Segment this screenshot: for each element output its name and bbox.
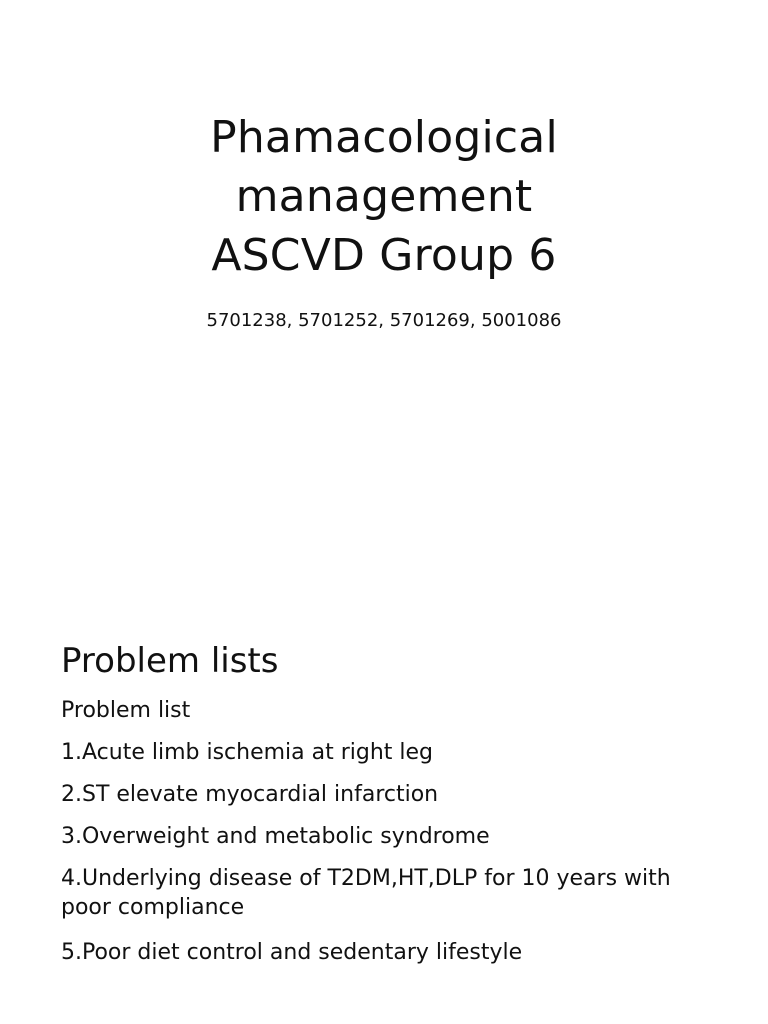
problem-item-5: 5.Poor diet control and sedentary lifestyle: [61, 940, 523, 965]
problem-item-2: 2.ST elevate myocardial infarction: [61, 782, 439, 807]
problem-list-label: Problem list: [61, 698, 191, 723]
problem-list: [61, 696, 721, 980]
problem-item-4: 4.Underlying disease of T2DM,HT,DLP for 10 years with poor compliance: [61, 866, 671, 920]
title-line-2: management: [235, 171, 533, 222]
student-ids-subtitle: 5701238, 5701252, 5701269, 5001086: [206, 310, 562, 331]
problem-lists-heading: Problem lists: [61, 641, 279, 681]
title-line-3: ASCVD Group 6: [211, 230, 557, 281]
slide-title: [0, 108, 768, 285]
problem-item-1: 1.Acute limb ischemia at right leg: [61, 740, 434, 765]
title-line-1: Phamacological: [210, 112, 558, 163]
problem-item-3: 3.Overweight and metabolic syndrome: [61, 824, 490, 849]
